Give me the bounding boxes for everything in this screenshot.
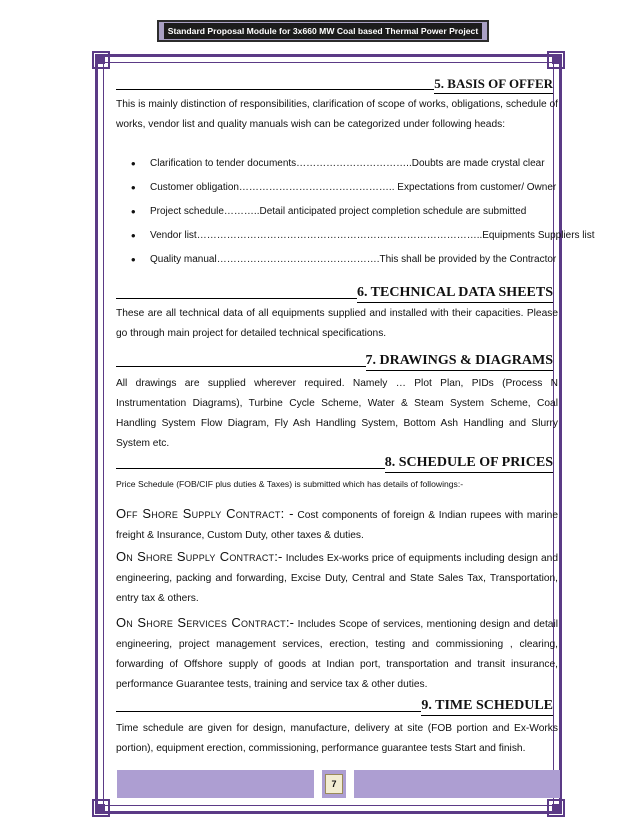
item-title: Off Shore Supply Contract: - — [116, 506, 294, 521]
basis-list — [126, 152, 595, 272]
section-heading-time — [116, 694, 553, 716]
heading-text: 8. SCHEDULE OF PRICES — [385, 455, 553, 473]
offshore-supply-item — [116, 504, 558, 546]
item-title: On Shore Supply Contract:- — [116, 549, 283, 564]
corner-ornament-icon — [90, 797, 112, 819]
item-title: On Shore Services Contract:- — [116, 615, 295, 630]
basis-intro: This is mainly distinction of responsibilities, clarification of scope of works, obligations, schedule of works, vendor list and quality manuals wish can be categorized under following heads: — [116, 99, 558, 130]
page-number: 7 — [325, 774, 343, 794]
list-item: • Project schedule………..Detail anticipated project completion schedule are submitted — [126, 200, 558, 224]
corner-ornament-icon — [545, 797, 567, 819]
list-item: • Clarification to tender documents……………………………..Doubts are made crystal clear — [126, 152, 558, 176]
list-item: • Vendor list…………………………………………………………………………..Equipments Suppliers list — [126, 224, 558, 248]
heading-text: 7. DRAWINGS & DIAGRAMS — [366, 353, 553, 371]
heading-text: 5. BASIS OF OFFER — [434, 76, 553, 94]
onshore-supply-item — [116, 547, 558, 609]
heading-text: 9. TIME SCHEDULE — [421, 698, 553, 716]
header-title: Standard Proposal Module for 3x660 MW Coal based Thermal Power Project — [164, 23, 482, 39]
section-heading-technical — [116, 281, 553, 303]
list-item: • Customer obligation……………………………………….. Expectations from customer/ Owner — [126, 176, 558, 200]
time-text: Time schedule are given for design, manufacture, delivery at site (FOB portion and Ex-Works portion), equipment erection, commissioning, performance guarantee tests Start and finish. — [116, 723, 558, 754]
technical-text: These are all technical data of all equipments supplied and installed with their capacities. Please go through main project for detailed technical specifications. — [116, 308, 558, 339]
prices-intro: Price Schedule (FOB/CIF plus duties & Taxes) is submitted which has details of followings:- — [116, 479, 464, 489]
list-item: • Quality manual………………………………………….This shall be provided by the Contractor — [126, 248, 558, 272]
section-heading-prices — [116, 451, 553, 473]
onshore-services-item — [116, 613, 558, 695]
item-text: Includes Scope of services, mentioning design and detail engineering, project management services, erection, testing and commissioning , clearing, forwarding of Offshore supply of goods at Indian port, transportation and transit insurance, performance Guarantee tests, training and service tax & other duties. — [116, 619, 558, 690]
item-text: Cost components of foreign & Indian rupees with marine freight & Insurance, Custom Duty, other taxes & duties. — [116, 510, 558, 541]
heading-text: 6. TECHNICAL DATA SHEETS — [357, 285, 553, 303]
section-heading-basis — [116, 72, 553, 94]
corner-ornament-icon — [545, 49, 567, 71]
item-text: Includes Ex-works price of equipments including design and engineering, packing and forwarding, Excise Duty, Central and State Sales Tax, Transportation, entry tax & others. — [116, 553, 558, 604]
drawings-text: All drawings are supplied wherever required. Namely … Plot Plan, PIDs (Process N Instrumentation Diagrams), Turbine Cycle Scheme, Water & Steam System Scheme, Coal Handling System Flow Diagram, Fly Ash Handling System, Bottom Ash Handling and Slurry System etc. — [116, 378, 558, 449]
footer-divider — [314, 770, 322, 798]
footer-divider — [346, 770, 354, 798]
corner-ornament-icon — [90, 49, 112, 71]
section-heading-drawings — [116, 349, 553, 371]
